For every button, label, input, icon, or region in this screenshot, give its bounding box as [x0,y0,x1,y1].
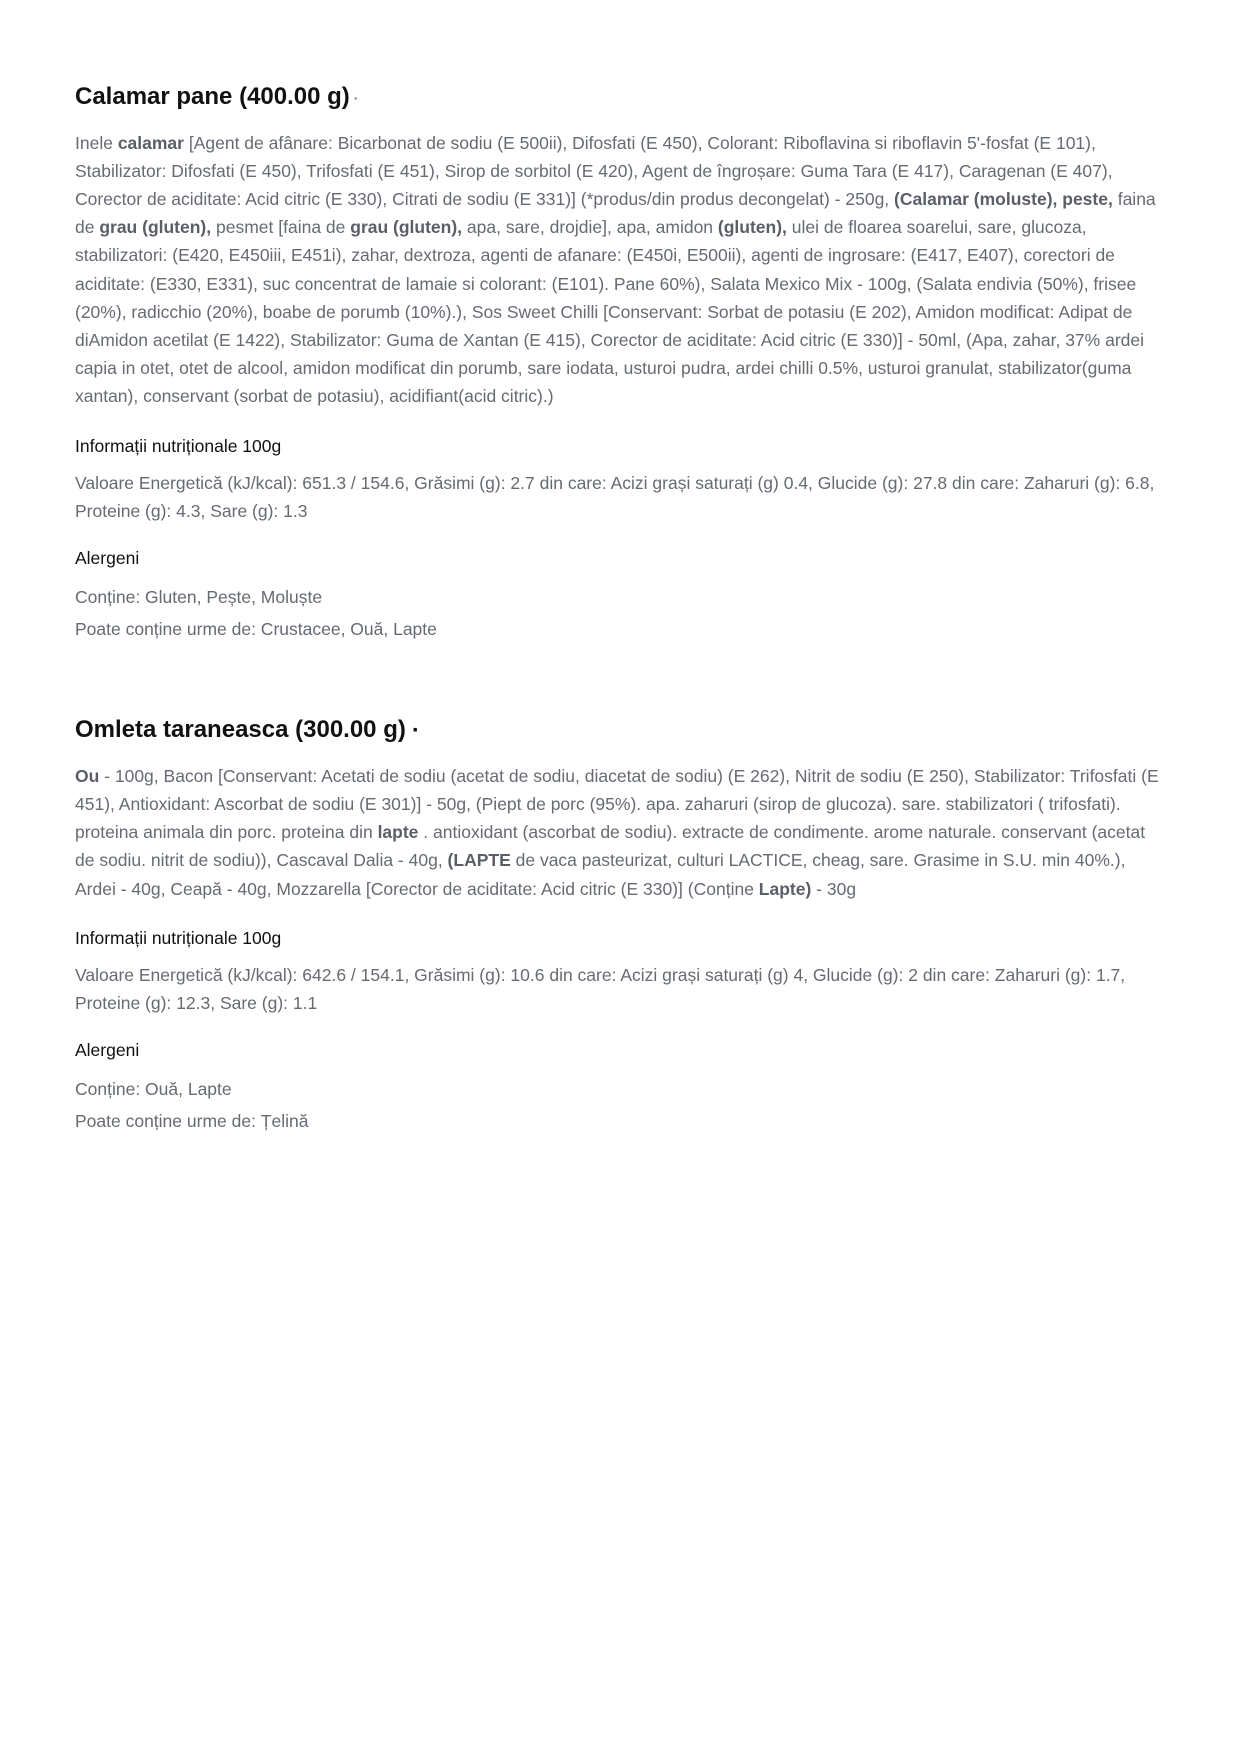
ingredient-text: Inele [75,132,118,153]
allergens-contains: Conține: Ouă, Lapte [75,1079,232,1100]
allergens-heading: Alergeni [75,1040,140,1061]
ingredient-text: [Agent de afânare: Bicarbonat de sodiu (E 500ii), Difosfati (E 450), Colorant: Riboflavina si riboflavin 5'-fosfat (E 101), Stabilizator: Difosfati (E 450), Trifosfati (E 451), Sirop de sorbitol (E 420), Agent de îngroșare: Guma Tara (E 417), Caragenan (E 407), Corector de aciditate: Acid citric (E 330), Citrati de sodiu (E 331)] (*produs/din produs decongelat) - 250g, [75,132,1113,210]
highlighted-ingredient: grau (gluten), [99,217,212,238]
highlighted-ingredient: (gluten), [717,217,787,238]
nutrition-values: Valoare Energetică (kJ/kcal): 642.6 / 154.1, Grăsimi (g): 10.6 din care: Acizi grași saturați (g) 4, Glucide (g): 2 din care: Zaharuri (g): 1.7, Proteine (g): 12.3, Sare (g): 1.1 [75,964,1126,1013]
product-title: Omleta taraneasca (300.00 g) · [75,716,420,744]
allergens-may-contain: Poate conține urme de: Crustacee, Ouă, Lapte [75,619,437,640]
ingredient-text: - 100g, Bacon [Conservant: Acetati de sodiu (acetat de sodiu, diacetat de sodiu) (E 262), Nitrit de sodiu (E 250), Stabilizator: Trifosfati (E 451), Antioxidant: Ascorbat de sodiu (E 301)] - 50g, (Piept de porc (95%). apa. zaharuri (sirop de glucoza). sare. stabilizatori ( trifosfati). proteina animala din porc. proteina din [75,765,1159,843]
ingredient-text: ulei de floarea soarelui, sare, glucoza, stabilizatori: (E420, E450iii, E451i), zahar, dextroza, agenti de afanare: (E450i, E500ii), agenti de ingrosare: (E417, E407), corectori de aciditate: (E330, E331), suc concentrat de lamaie si colorant: (E101). Pane 60%), Salata Mexico Mix - 100g, (Salata endivia (50%), frisee (20%), radicchio (20%), boabe de porumb (10%).), Sos Sweet Chilli [Conservant: Sorbat de potasiu (E 202), Amidon modificat: Adipat de diAmidon acetilat (E 1422), Stabilizator: Guma de Xantan (E 415), Corector de aciditate: Acid citric (E 330)] - 50ml, (Apa, zahar, 37% ardei capia in otet, otet de alcool, amidon modificat din porumb, sare iodata, usturoi pudra, ardei chilli 0.5%, usturoi granulat, stabilizator(guma xantan), conservant (sorbat de potasiu), acidifiant(acid citric).) [75,217,1144,407]
allergens-may-contain: Poate conține urme de: Țelină [75,1111,309,1132]
menu-page [75,80,1165,1205]
title-separator: · [353,89,359,106]
ingredient-text: . antioxidant (ascorbat de sodiu). extracte de condimente. arome naturale. conservant (acetat de sodiu. nitrit de sodiu)), Cascaval Dalia - 40g, [75,822,1146,871]
highlighted-ingredient: grau (gluten), [350,217,463,238]
highlighted-ingredient: (Calamar (moluste), peste, [894,189,1113,210]
ingredient-text: faina de [75,189,1156,238]
ingredients-text [75,129,1165,411]
nutrition-values: Valoare Energetică (kJ/kcal): 651.3 / 154.6, Grăsimi (g): 2.7 din care: Acizi grași saturați (g) 0.4, Glucide (g): 27.8 din care: Zaharuri (g): 6.8, Proteine (g): 4.3, Sare (g): 1.3 [75,472,1155,521]
nutrition-heading: Informații nutriționale 100g [75,927,282,948]
ingredient-text: apa, sare, drojdie], apa, amidon [462,217,718,238]
highlighted-ingredient: (LAPTE [447,850,511,871]
highlighted-ingredient: calamar [117,132,184,153]
ingredients-text [75,762,1165,903]
product-card [75,80,1165,645]
product-card [75,713,1165,1137]
product-title: Calamar pane (400.00 g) · [75,83,359,110]
allergens-list [75,581,1165,645]
allergens-contains: Conține: Gluten, Pește, Moluște [75,587,323,608]
ingredient-text: pesmet [faina de [211,217,351,238]
ingredient-text: de vaca pasteurizat, culturi LACTICE, cheag, sare. Grasime in S.U. min 40%.), Ardei - 40g, Ceapă - 40g, Mozzarella [Corector de aciditate: Acid citric (E 330)] (Conține [75,850,1126,899]
allergens-heading: Alergeni [75,548,140,569]
highlighted-ingredient: Ou [75,765,100,786]
highlighted-ingredient: Lapte) [758,878,812,899]
highlighted-ingredient: lapte [377,822,419,843]
ingredient-text: - 30g [811,878,857,899]
title-separator: · [411,716,420,744]
allergens-list [75,1073,1165,1137]
nutrition-heading: Informații nutriționale 100g [75,435,282,456]
